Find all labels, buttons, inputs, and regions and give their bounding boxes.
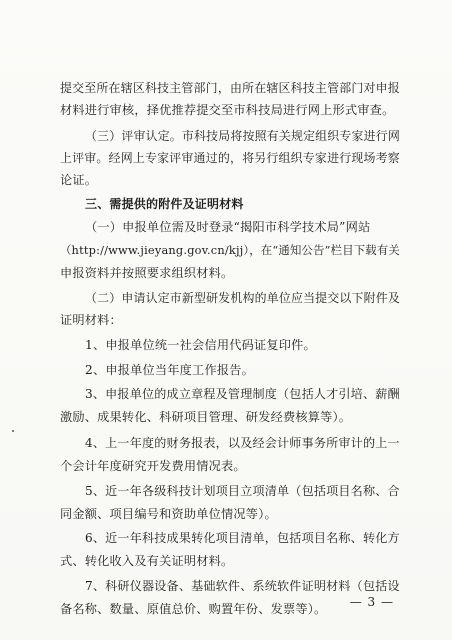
text-line: 个会计年度研究开发费用情况表。	[60, 459, 246, 473]
page-number: — 3 —	[349, 595, 394, 609]
text-line: （一）申报单位需及时登录“揭阳市科学技术局”网站	[85, 220, 371, 234]
scan-speck	[12, 430, 14, 432]
text-line: 申报资料并按照要求组织材料。	[60, 266, 234, 280]
text-line: 提交至所在辖区科技主管部门，由所在辖区科技主管部门对申报	[60, 81, 400, 95]
text-line: 备名称、数量、原值总价、购置年份、发票等）。	[60, 602, 327, 616]
section-heading: 三、需提供的附件及证明材料	[85, 197, 244, 211]
list-item: 1、申报单位统一社会信用代码证复印件。	[85, 338, 316, 352]
list-item: 5、近一年各级科技计划项目立项清单（包括项目名称、合	[85, 484, 400, 498]
text-line: 证明材料：	[60, 313, 122, 327]
text-line: 材料进行审核，择优推荐提交至市科技局进行网上形式审查。	[60, 103, 395, 117]
list-item: 3、申报单位的成立章程及管理制度（包括人才引培、薪酬	[85, 387, 400, 401]
text-line: （http://www.jieyang.gov.cn/kjj），在“通知公告”栏目下载有关	[60, 243, 400, 257]
text-line: 式、转化收入及有关证明材料。	[60, 554, 234, 568]
list-item: 7、科研仪器设备、基础软件、系统软件证明材料（包括设	[85, 579, 400, 593]
text-line: 激励、成果转化、科研项目管理、研发经费核算等）。	[60, 410, 352, 424]
list-item: 2、申报单位当年度工作报告。	[85, 363, 254, 377]
list-item: 4、上一年度的财务报表，以及经会计师事务所审计的上一	[85, 436, 400, 450]
list-item: 6、近一年科技成果转化项目清单，包括项目名称、转化方	[85, 531, 400, 545]
text-line: 论证。	[60, 173, 98, 187]
text-line: 上评审。经网上专家评审通过的，将另行组织专家进行现场考察	[60, 151, 400, 165]
text-line: （二）申请认定市新型研发机构的单位应当提交以下附件及	[85, 291, 400, 305]
text-line: （三）评审认定。市科技局将按照有关规定组织专家进行网	[85, 129, 400, 143]
text-line: 同金额、项目编号和资助单位情况等）。	[60, 507, 277, 521]
